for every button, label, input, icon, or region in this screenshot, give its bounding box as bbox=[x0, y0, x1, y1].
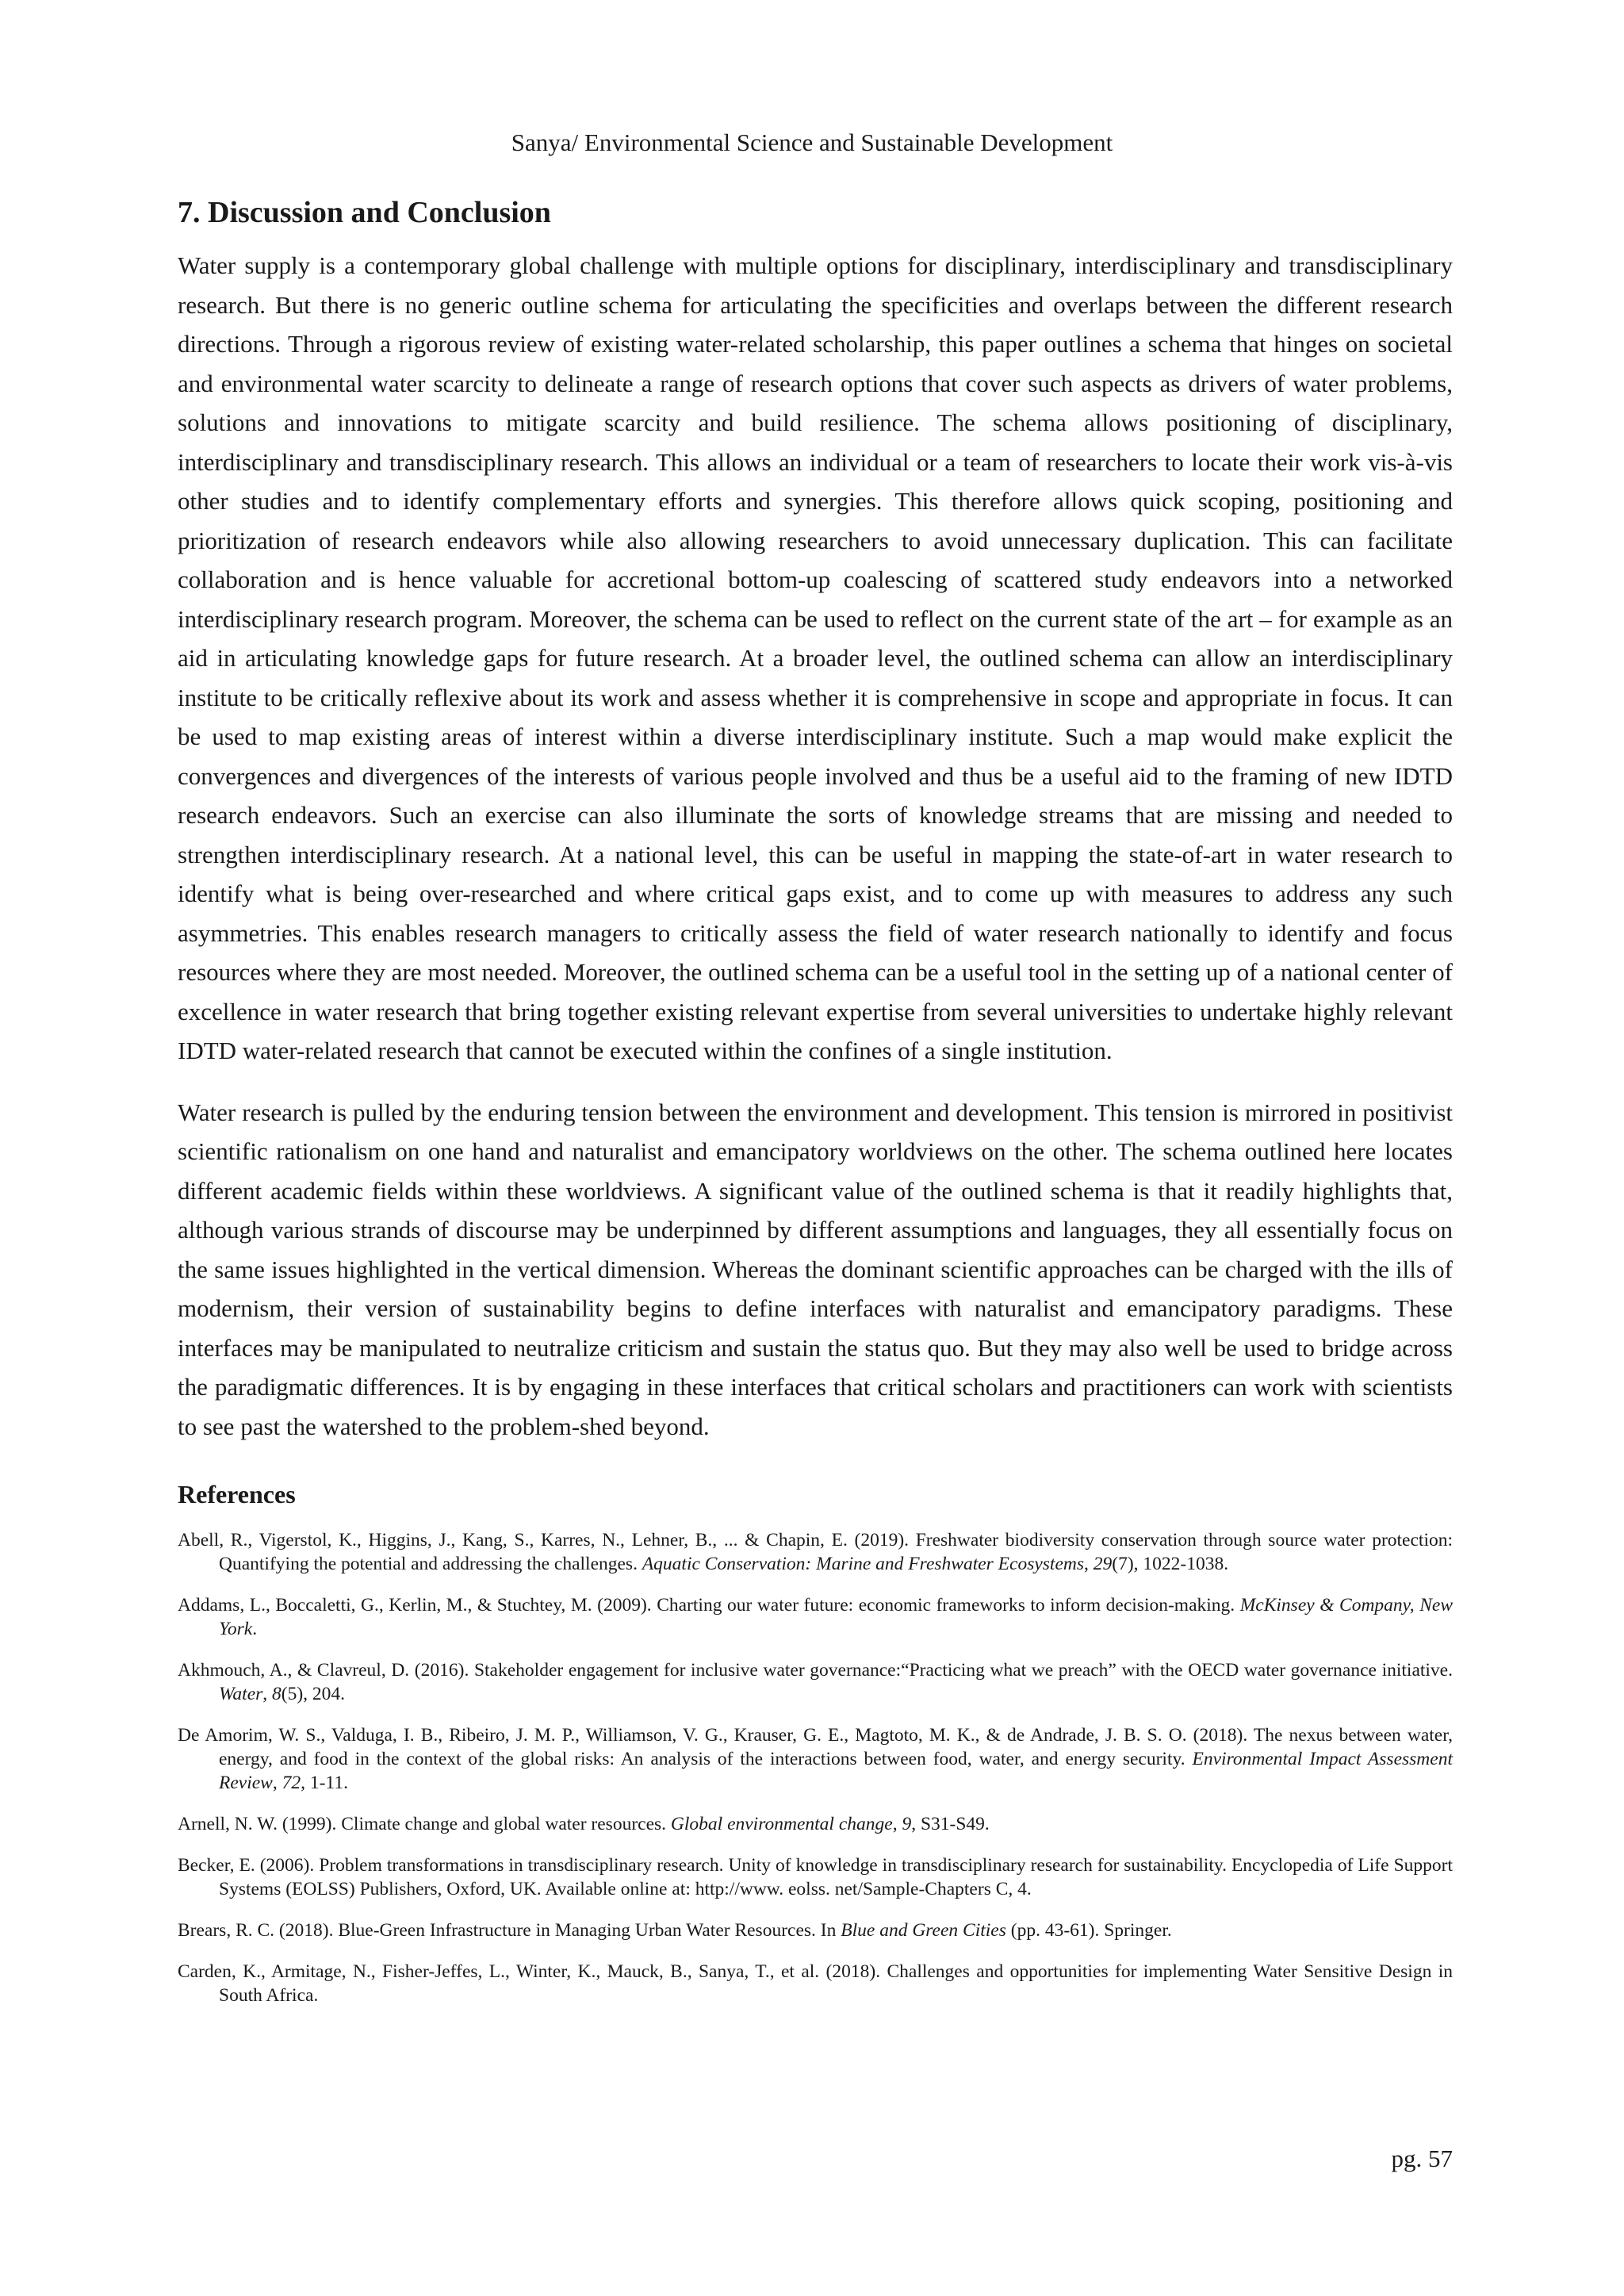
reference-item: Addams, L., Boccaletti, G., Kerlin, M., & Stuchtey, M. (2009). Charting our water future: economic frameworks to inform decision-making. McKinsey & Company, New York. bbox=[178, 1595, 1453, 1639]
running-header: Sanya/ Environmental Science and Sustainable Development bbox=[511, 128, 1113, 156]
references-heading: References bbox=[178, 1480, 296, 1508]
reference-item: Abell, R., Vigerstol, K., Higgins, J., Kang, S., Karres, N., Lehner, B., ... & Chapin, E. (2019). Freshwater biodiversity conservation through source water protection: Quantifying the potential and addressing the challenges. Aquatic Conservation: Marine and Freshwater Ecosystems, 29(7), 1022-1038. bbox=[178, 1530, 1453, 1574]
paragraph-1: Water supply is a contemporary global challenge with multiple options for disciplinary, interdisciplinary and transdisciplinary research. But there is no generic outline schema for articulating the specificities and overlaps between the different research directions. Through a rigorous review of existing water-related scholarship, this paper outlines a schema that hinges on societal and environmental water scarcity to delineate a range of research options that cover such aspects as drivers of water problems, solutions and innovations to mitigate scarcity and build resilience. The schema allows positioning of disciplinary, interdisciplinary and transdisciplinary research. This allows an individual or a team of researchers to locate their work vis-à-vis other studies and to identify complementary efforts and synergies. This therefore allows quick scoping, positioning and prioritization of research endeavors while also allowing researchers to avoid unnecessary duplication. This can facilitate collaboration and is hence valuable for accretional bottom-up coalescing of scattered study endeavors into a networked interdisciplinary research program. Moreover, the schema can be used to reflect on the current state of the art – for example as an aid in articulating knowledge gaps for future research. At a broader level, the outlined schema can allow an interdisciplinary institute to be critically reflexive about its work and assess whether it is comprehensive in scope and appropriate in focus. It can be used to map existing areas of interest within a diverse interdisciplinary institute. Such a map would make explicit the convergences and divergences of the interests of various people involved and thus be a useful aid to the framing of new IDTD research endeavors. Such an exercise can also illuminate the sorts of knowledge streams that are missing and needed to strengthen interdisciplinary research. At a national level, this can be useful in mapping the state-of-art in water research to identify what is being over-researched and where critical gaps exist, and to come up with measures to address any such asymmetries. This enables research managers to critically assess the field of water research nationally to identify and focus resources where they are most needed. Moreover, the outlined schema can be a useful tool in the setting up of a national center of excellence in water research that bring together existing relevant expertise from several universities to undertake highly relevant IDTD water-related research that cannot be executed within the confines of a single institution. bbox=[178, 251, 1453, 1064]
reference-item: De Amorim, W. S., Valduga, I. B., Ribeiro, J. M. P., Williamson, V. G., Krauser, G. E., Magtoto, M. K., & de Andrade, J. B. S. O. (2018). The nexus between water, energy, and food in the context of the global risks: An analysis of the interactions between food, water, and energy security. Environmental Impact Assessment Review, 72, 1-11. bbox=[178, 1725, 1453, 1793]
paragraph-2: Water research is pulled by the enduring tension between the environment and development. This tension is mirrored in positivist scientific rationalism on one hand and naturalist and emancipatory worldviews on the other. The schema outlined here locates different academic fields within these worldviews. A significant value of the outlined schema is that it readily highlights that, although various strands of discourse may be underpinned by different assumptions and languages, they all essentially focus on the same issues highlighted in the vertical dimension. Whereas the dominant scientific approaches can be charged with the ills of modernism, their version of sustainability begins to define interfaces with naturalist and emancipatory paradigms. These interfaces may be manipulated to neutralize criticism and sustain the status quo. But they may also well be used to bridge across the paradigmatic differences. It is by engaging in these interfaces that critical scholars and practitioners can work with scientists to see past the watershed to the problem-shed beyond. bbox=[178, 1098, 1453, 1440]
reference-item: Becker, E. (2006). Problem transformations in transdisciplinary research. Unity of knowledge in transdisciplinary research for sustainability. Encyclopedia of Life Support Systems (EOLSS) Publishers, Oxford, UK. Available online at: http://www. eolss. net/Sample-Chapters C, 4. bbox=[178, 1855, 1453, 1899]
page-content bbox=[178, 194, 1453, 2025]
reference-item: Arnell, N. W. (1999). Climate change and global water resources. Global environmental change, 9, S31-S49. bbox=[178, 1814, 990, 1834]
section-heading: 7. Discussion and Conclusion bbox=[178, 196, 551, 229]
reference-item: Akhmouch, A., & Clavreul, D. (2016). Stakeholder engagement for inclusive water governance:“Practicing what we preach” with the OECD water governance initiative. Water, 8(5), 204. bbox=[178, 1660, 1453, 1704]
page-number: pg. 57 bbox=[1391, 2145, 1453, 2172]
reference-item: Brears, R. C. (2018). Blue-Green Infrastructure in Managing Urban Water Resources. In Blue and Green Cities (pp. 43-61). Springer. bbox=[178, 1920, 1172, 1941]
reference-item: Carden, K., Armitage, N., Fisher-Jeffes, L., Winter, K., Mauck, B., Sanya, T., et al. (2018). Challenges and opportunities for implementing Water Sensitive Design in South Africa. bbox=[178, 1961, 1453, 2006]
